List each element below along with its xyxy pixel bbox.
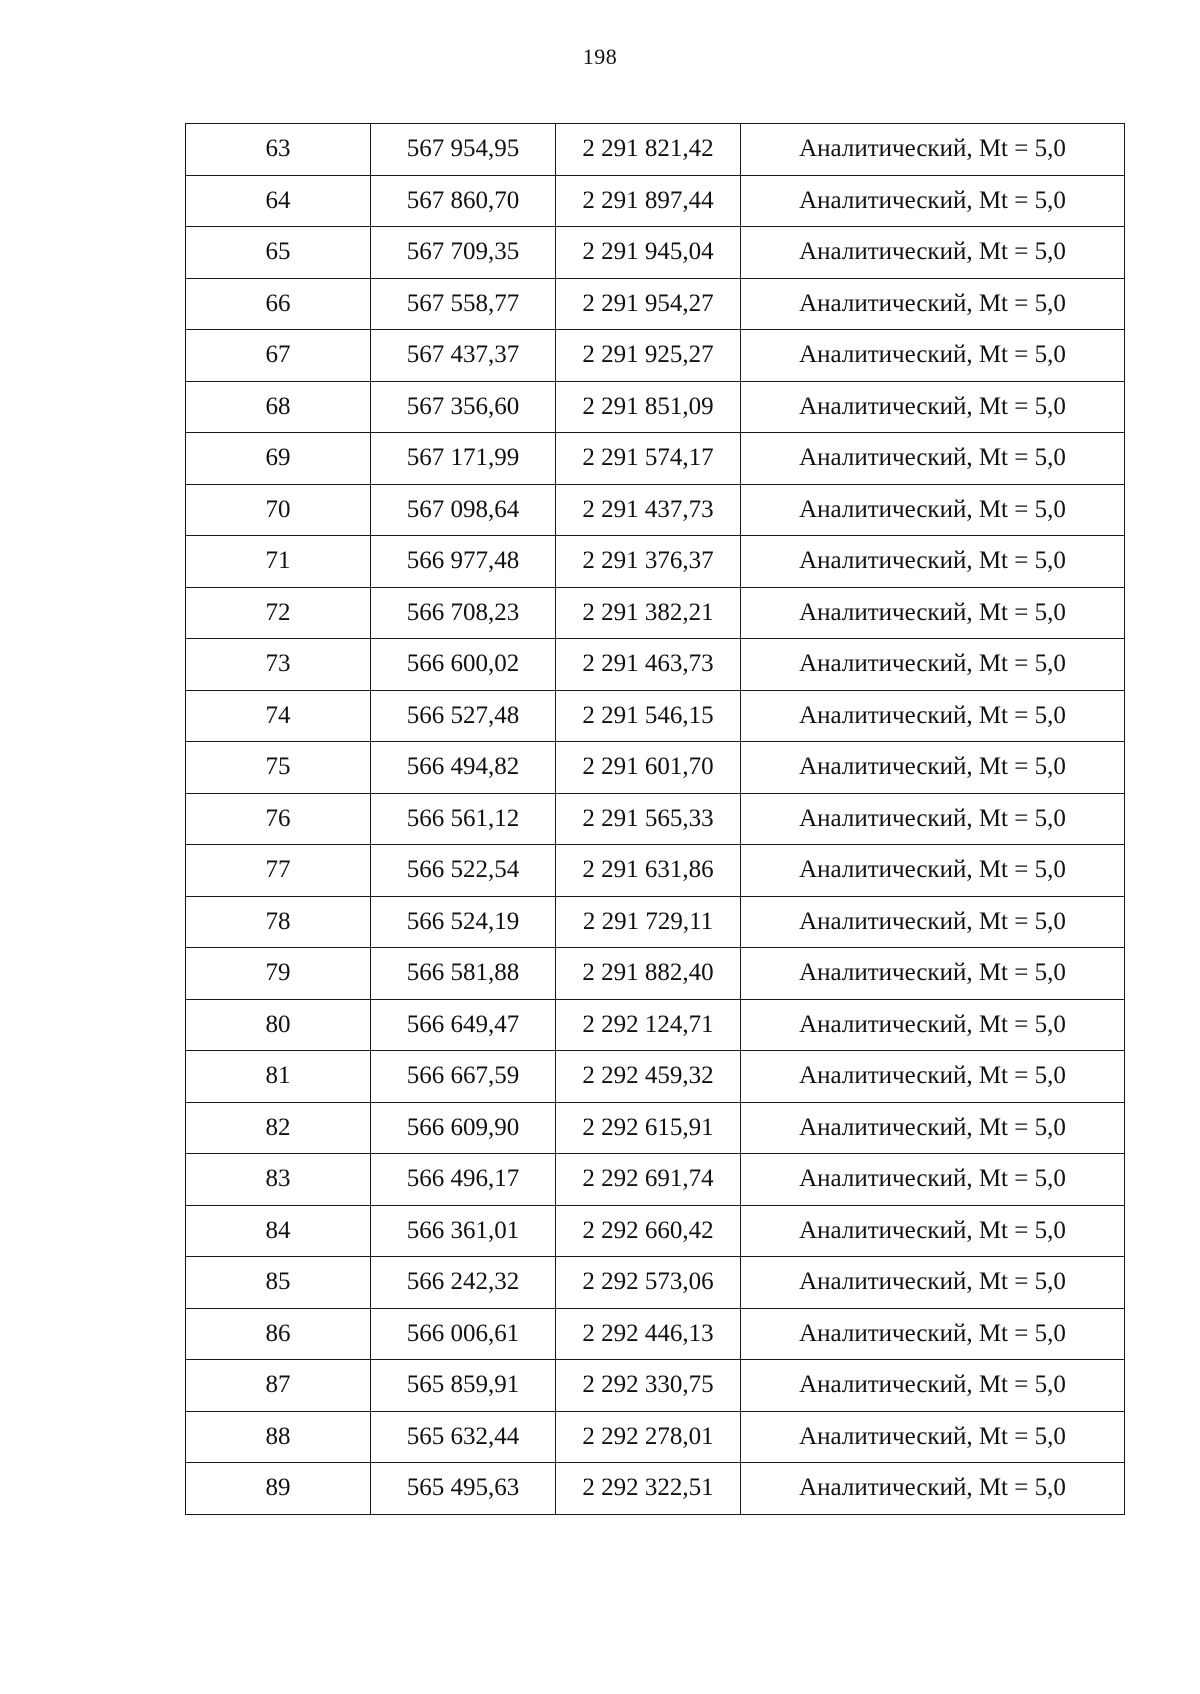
y-coordinate-cell: 2 292 278,01 [556,1411,741,1463]
point-number-cell: 68 [186,381,371,433]
x-coordinate-cell: 565 859,91 [371,1360,556,1412]
point-number-cell: 67 [186,330,371,382]
method-cell: Аналитический, Mt = 5,0 [741,227,1125,279]
table-row [186,1463,1125,1515]
y-coordinate-cell: 2 291 954,27 [556,278,741,330]
y-coordinate-cell: 2 291 897,44 [556,175,741,227]
table-row [186,845,1125,897]
method-cell: Аналитический, Mt = 5,0 [741,124,1125,176]
point-number-cell: 88 [186,1411,371,1463]
table-row [186,175,1125,227]
y-coordinate-cell: 2 291 574,17 [556,433,741,485]
x-coordinate-cell: 566 649,47 [371,999,556,1051]
table-row [186,948,1125,1000]
y-coordinate-cell: 2 292 330,75 [556,1360,741,1412]
method-cell: Аналитический, Mt = 5,0 [741,536,1125,588]
y-coordinate-cell: 2 291 546,15 [556,690,741,742]
table-row [186,1102,1125,1154]
point-number-cell: 85 [186,1257,371,1309]
y-coordinate-cell: 2 292 446,13 [556,1308,741,1360]
method-cell: Аналитический, Mt = 5,0 [741,793,1125,845]
x-coordinate-cell: 566 496,17 [371,1154,556,1206]
y-coordinate-cell: 2 291 601,70 [556,742,741,794]
table-row [186,587,1125,639]
x-coordinate-cell: 566 522,54 [371,845,556,897]
y-coordinate-cell: 2 291 882,40 [556,948,741,1000]
y-coordinate-cell: 2 292 124,71 [556,999,741,1051]
point-number-cell: 74 [186,690,371,742]
y-coordinate-cell: 2 291 821,42 [556,124,741,176]
point-number-cell: 78 [186,896,371,948]
x-coordinate-cell: 566 242,32 [371,1257,556,1309]
x-coordinate-cell: 567 860,70 [371,175,556,227]
y-coordinate-cell: 2 291 376,37 [556,536,741,588]
method-cell: Аналитический, Mt = 5,0 [741,433,1125,485]
y-coordinate-cell: 2 291 463,73 [556,639,741,691]
y-coordinate-cell: 2 291 945,04 [556,227,741,279]
method-cell: Аналитический, Mt = 5,0 [741,896,1125,948]
y-coordinate-cell: 2 291 631,86 [556,845,741,897]
x-coordinate-cell: 566 524,19 [371,896,556,948]
x-coordinate-cell: 566 581,88 [371,948,556,1000]
point-number-cell: 84 [186,1205,371,1257]
table-row [186,793,1125,845]
method-cell: Аналитический, Mt = 5,0 [741,330,1125,382]
method-cell: Аналитический, Mt = 5,0 [741,742,1125,794]
point-number-cell: 79 [186,948,371,1000]
method-cell: Аналитический, Mt = 5,0 [741,1360,1125,1412]
method-cell: Аналитический, Mt = 5,0 [741,1102,1125,1154]
method-cell: Аналитический, Mt = 5,0 [741,1205,1125,1257]
method-cell: Аналитический, Mt = 5,0 [741,1154,1125,1206]
point-number-cell: 80 [186,999,371,1051]
table-row [186,381,1125,433]
y-coordinate-cell: 2 292 459,32 [556,1051,741,1103]
x-coordinate-cell: 567 098,64 [371,484,556,536]
table-row [186,1411,1125,1463]
x-coordinate-cell: 567 954,95 [371,124,556,176]
method-cell: Аналитический, Mt = 5,0 [741,690,1125,742]
table-row [186,1205,1125,1257]
method-cell: Аналитический, Mt = 5,0 [741,1308,1125,1360]
method-cell: Аналитический, Mt = 5,0 [741,1257,1125,1309]
y-coordinate-cell: 2 291 382,21 [556,587,741,639]
point-number-cell: 72 [186,587,371,639]
table-row [186,227,1125,279]
point-number-cell: 69 [186,433,371,485]
y-coordinate-cell: 2 292 615,91 [556,1102,741,1154]
x-coordinate-cell: 566 609,90 [371,1102,556,1154]
coordinates-table [185,123,1125,1515]
coordinates-table-body [186,124,1125,1515]
point-number-cell: 77 [186,845,371,897]
y-coordinate-cell: 2 292 660,42 [556,1205,741,1257]
table-row [186,896,1125,948]
method-cell: Аналитический, Mt = 5,0 [741,639,1125,691]
point-number-cell: 89 [186,1463,371,1515]
x-coordinate-cell: 567 437,37 [371,330,556,382]
point-number-cell: 66 [186,278,371,330]
table-row [186,1308,1125,1360]
x-coordinate-cell: 566 708,23 [371,587,556,639]
x-coordinate-cell: 566 600,02 [371,639,556,691]
point-number-cell: 71 [186,536,371,588]
point-number-cell: 86 [186,1308,371,1360]
table-row [186,999,1125,1051]
point-number-cell: 70 [186,484,371,536]
x-coordinate-cell: 566 006,61 [371,1308,556,1360]
point-number-cell: 87 [186,1360,371,1412]
method-cell: Аналитический, Mt = 5,0 [741,845,1125,897]
y-coordinate-cell: 2 292 322,51 [556,1463,741,1515]
table-row [186,433,1125,485]
table-row [186,278,1125,330]
method-cell: Аналитический, Mt = 5,0 [741,1051,1125,1103]
x-coordinate-cell: 566 561,12 [371,793,556,845]
point-number-cell: 75 [186,742,371,794]
page-number: 198 [582,44,618,69]
table-row [186,690,1125,742]
table-row [186,124,1125,176]
table-row [186,639,1125,691]
y-coordinate-cell: 2 291 565,33 [556,793,741,845]
table-row [186,484,1125,536]
x-coordinate-cell: 565 495,63 [371,1463,556,1515]
method-cell: Аналитический, Mt = 5,0 [741,999,1125,1051]
y-coordinate-cell: 2 291 437,73 [556,484,741,536]
y-coordinate-cell: 2 291 851,09 [556,381,741,433]
table-row [186,742,1125,794]
method-cell: Аналитический, Mt = 5,0 [741,484,1125,536]
point-number-cell: 65 [186,227,371,279]
table-row [186,1051,1125,1103]
table-row [186,1257,1125,1309]
table-row [186,1154,1125,1206]
table-row [186,536,1125,588]
y-coordinate-cell: 2 291 729,11 [556,896,741,948]
point-number-cell: 76 [186,793,371,845]
y-coordinate-cell: 2 291 925,27 [556,330,741,382]
point-number-cell: 64 [186,175,371,227]
x-coordinate-cell: 567 709,35 [371,227,556,279]
x-coordinate-cell: 566 361,01 [371,1205,556,1257]
method-cell: Аналитический, Mt = 5,0 [741,948,1125,1000]
x-coordinate-cell: 566 527,48 [371,690,556,742]
method-cell: Аналитический, Mt = 5,0 [741,587,1125,639]
point-number-cell: 73 [186,639,371,691]
point-number-cell: 82 [186,1102,371,1154]
x-coordinate-cell: 565 632,44 [371,1411,556,1463]
table-row [186,1360,1125,1412]
method-cell: Аналитический, Mt = 5,0 [741,1411,1125,1463]
point-number-cell: 63 [186,124,371,176]
y-coordinate-cell: 2 292 691,74 [556,1154,741,1206]
table-row [186,330,1125,382]
method-cell: Аналитический, Mt = 5,0 [741,381,1125,433]
point-number-cell: 83 [186,1154,371,1206]
x-coordinate-cell: 566 667,59 [371,1051,556,1103]
x-coordinate-cell: 566 494,82 [371,742,556,794]
method-cell: Аналитический, Mt = 5,0 [741,1463,1125,1515]
y-coordinate-cell: 2 292 573,06 [556,1257,741,1309]
point-number-cell: 81 [186,1051,371,1103]
method-cell: Аналитический, Mt = 5,0 [741,278,1125,330]
x-coordinate-cell: 567 171,99 [371,433,556,485]
x-coordinate-cell: 566 977,48 [371,536,556,588]
x-coordinate-cell: 567 356,60 [371,381,556,433]
x-coordinate-cell: 567 558,77 [371,278,556,330]
method-cell: Аналитический, Mt = 5,0 [741,175,1125,227]
